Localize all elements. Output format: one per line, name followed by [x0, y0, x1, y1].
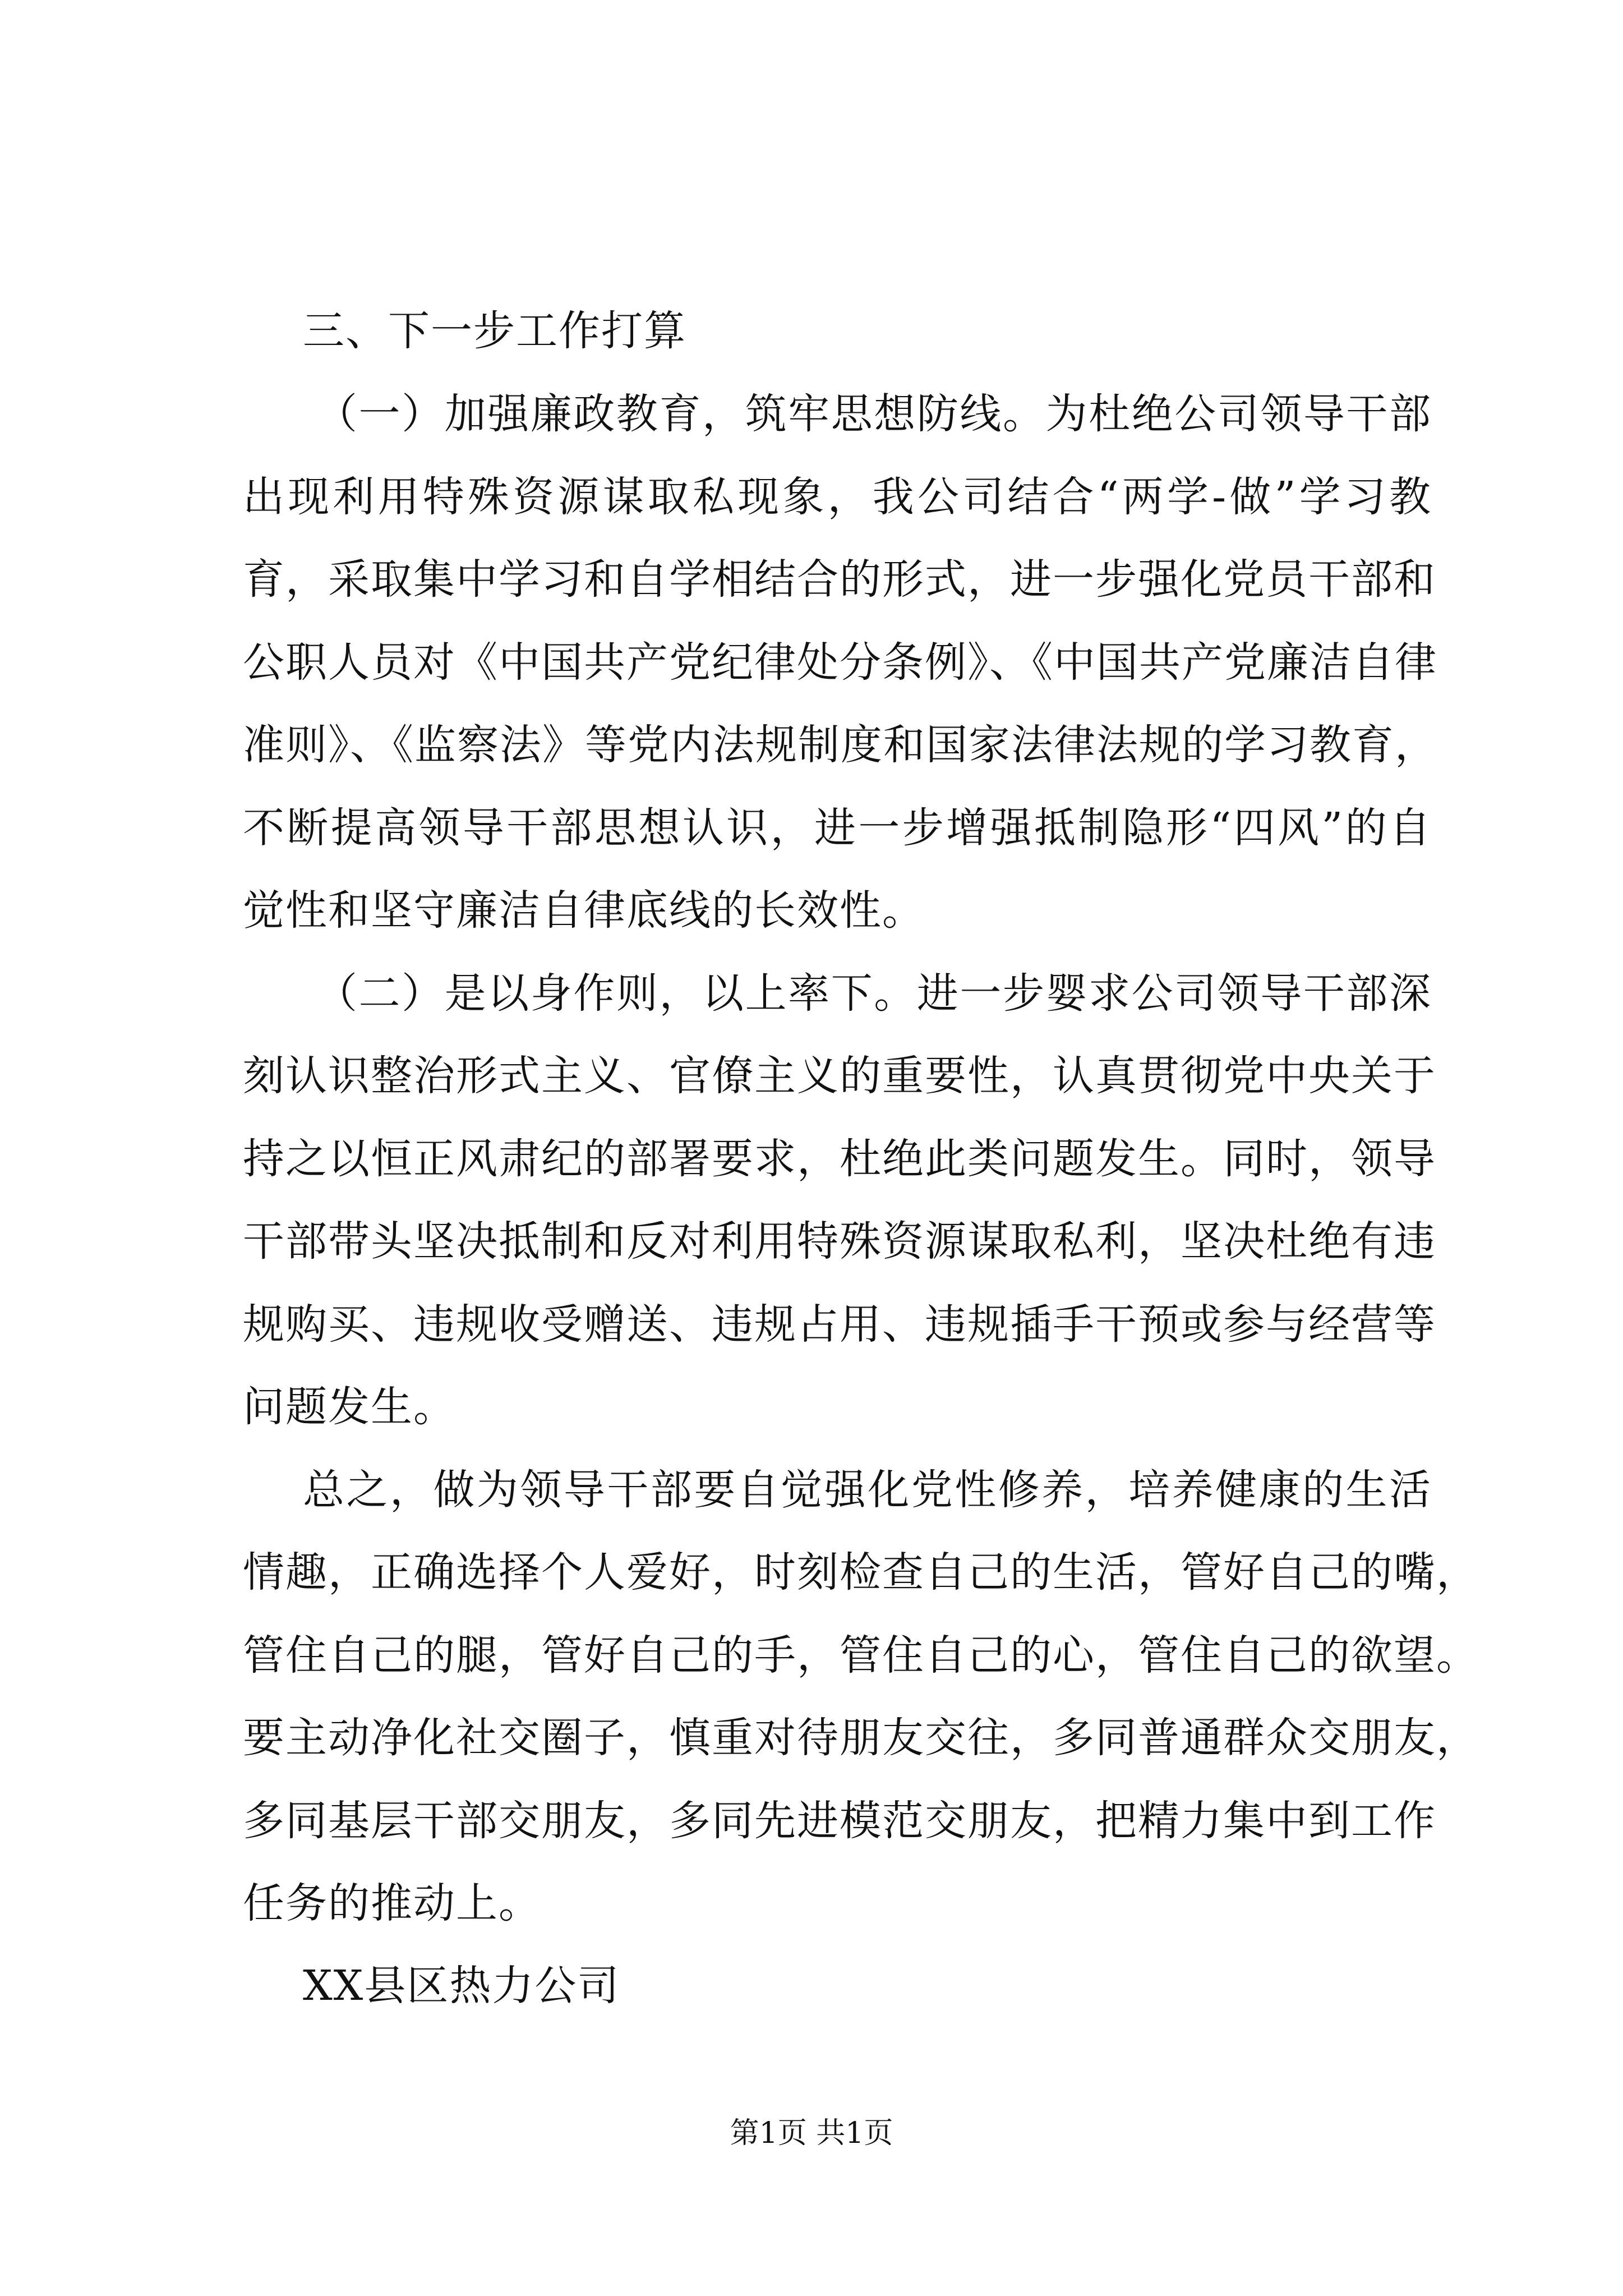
paragraph-line: 问题发生。 — [243, 1383, 456, 1431]
paragraph-line: 刻认识整治形式主义、官僚主义的重要性，认真贯彻党中央关于 — [243, 1052, 1436, 1100]
paragraph-line: 任务的推动上。 — [243, 1879, 541, 1927]
paragraph-line: 多同基层干部交朋友，多同先进模范交朋友，把精力集中到工作 — [243, 1797, 1436, 1845]
paragraph-line: 不断提高领导干部思想认识，进一步增强抵制隐形“四风”的自 — [243, 804, 1432, 852]
paragraph-line: 出现利用特殊资源谋取私现象，我公司结合“两学-做”学习教 — [243, 473, 1432, 521]
page-number-footer: 第1页 共1页 — [730, 2116, 893, 2150]
paragraph-line: 干部带头坚决抵制和反对利用特殊资源谋取私利，坚决杜绝有违 — [243, 1217, 1436, 1266]
paragraph-line: 准则》、《监察法》等党内法规制度和国家法律法规的学习教育， — [243, 721, 1437, 769]
paragraph-line: 要主动净化社交圈子，慎重对待朋友交往，多同普通群众交朋友， — [243, 1714, 1479, 1762]
section-heading: 三、下一步工作打算 — [303, 307, 686, 355]
paragraph-line: 管住自己的腿，管好自己的手，管住自己的心，管住自己的欲望。 — [243, 1631, 1479, 1680]
paragraph-line: 规购买、违规收受赠送、违规占用、违规插手干预或参与经营等 — [243, 1300, 1436, 1349]
paragraph-line: 育，采取集中学习和自学相结合的形式，进一步强化党员干部和 — [243, 555, 1436, 604]
signature-organization: XX县区热力公司 — [303, 1962, 620, 2010]
paragraph-line: 总之，做为领导干部要自觉强化党性修养，培养健康的生活 — [303, 1466, 1432, 1514]
paragraph-line: （二）是以身作则，以上率下。进一步婴求公司领导干部深 — [316, 969, 1432, 1018]
paragraph-line: 公职人员对《中国共产党纪律处分条例》、《中国共产党廉洁自律 — [243, 638, 1437, 687]
paragraph-line: 觉性和坚守廉洁自律底线的长效性。 — [243, 886, 925, 935]
paragraph-line: 情趣，正确选择个人爱好，时刻检查自己的生活，管好自己的嘴， — [243, 1548, 1479, 1596]
paragraph-line: 持之以恒正风肃纪的部署要求，杜绝此类问题发生。同时，领导 — [243, 1135, 1436, 1183]
paragraph-line: （一）加强廉政教育，筑牢思想防线。为杜绝公司领导干部 — [316, 390, 1432, 438]
